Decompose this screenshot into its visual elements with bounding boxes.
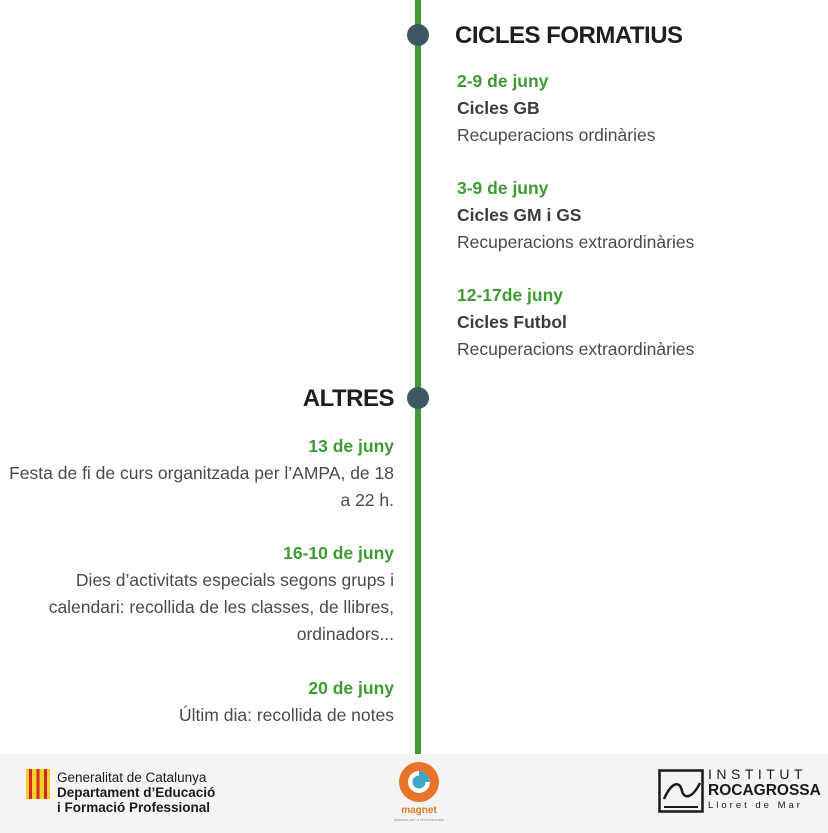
timeline-line — [415, 0, 421, 754]
magnet-subtitle: aliances per a l'èxit educatiu — [393, 817, 445, 822]
entry-desc: Recuperacions ordinàries — [457, 125, 656, 145]
gencat-line3: i Formació Professional — [57, 800, 211, 815]
entry-date: 13 de juny — [308, 436, 394, 456]
entry-desc: Recuperacions extraordinàries — [457, 339, 695, 359]
entry-desc-line: Dies d’activitats especials segons grups i — [75, 570, 394, 590]
entry-desc-line: calendari: recollida de les classes, de llibres, — [48, 597, 394, 617]
cicles-entry — [457, 68, 817, 149]
institut-logo-text — [708, 767, 821, 810]
magnet-logo-icon — [397, 760, 441, 804]
institut-line3: Lloret de Mar — [708, 799, 803, 811]
entry-desc: Recuperacions extraordinàries — [457, 232, 695, 252]
entry-desc-line: ordinadors... — [296, 624, 394, 644]
section-heading-altres: ALTRES — [302, 385, 394, 412]
timeline-node-altres — [407, 387, 429, 409]
institut-line2: ROCAGROSSA — [708, 782, 821, 799]
institut-line1: INSTITUT — [708, 766, 807, 782]
institut-logo-icon — [658, 769, 704, 813]
entry-title: Cicles GM i GS — [457, 205, 582, 225]
magnet-name: magnet — [401, 805, 437, 816]
section-heading-cicles: CICLES FORMATIUS — [455, 22, 683, 49]
gencat-line1: Generalitat de Catalunya — [57, 770, 207, 785]
generalitat-flag-icon — [26, 769, 50, 799]
entry-date: 2-9 de juny — [457, 71, 549, 91]
entry-title: Cicles GB — [457, 98, 540, 118]
gencat-line2: Departament d’Educació — [57, 785, 216, 800]
entry-date: 12-17de juny — [457, 285, 564, 305]
entry-title: Cicles Futbol — [457, 312, 567, 332]
entry-date: 20 de juny — [308, 678, 394, 698]
entry-desc-line: Festa de fi de curs organitzada per l’AMPA, de 18 — [9, 463, 394, 483]
cicles-entry — [457, 282, 817, 363]
timeline-node-cicles — [407, 24, 429, 46]
entry-date: 3-9 de juny — [457, 178, 549, 198]
generalitat-logo-text — [57, 770, 215, 815]
entry-desc-line: a 22 h. — [340, 490, 394, 510]
altres-entry — [4, 540, 394, 648]
entry-desc-line: Últim dia: recollida de notes — [179, 705, 394, 725]
altres-entry — [4, 433, 394, 514]
entry-date: 16-10 de juny — [283, 543, 394, 563]
altres-entry — [4, 675, 394, 729]
cicles-entry — [457, 175, 817, 256]
